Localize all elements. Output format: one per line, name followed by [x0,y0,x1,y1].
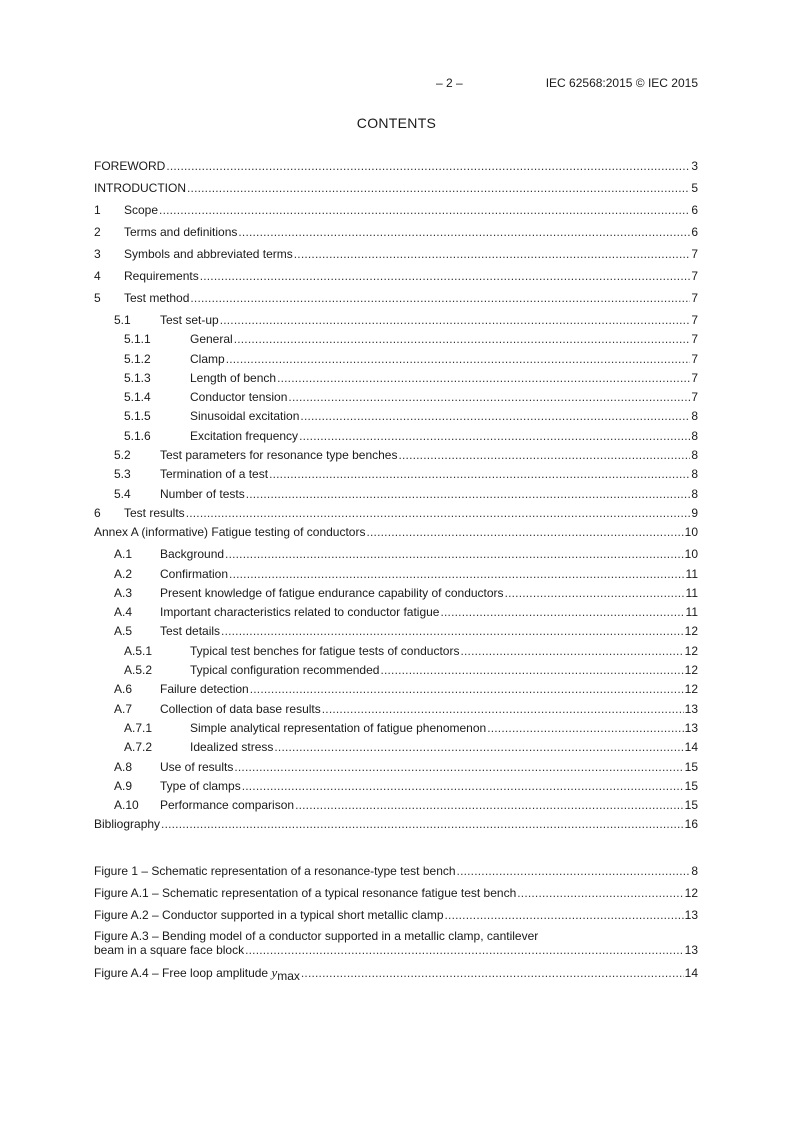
figure-entry-a2[interactable] [94,907,698,929]
toc-entry-title: Test method [124,291,190,305]
toc-entry-number: 2 [94,225,101,239]
dot-leader [460,643,683,659]
toc-entry-page: 12 [684,624,698,639]
dot-leader [234,759,683,775]
toc-entry-number: A.5.1 [124,643,153,658]
toc-entry-number: A.7.2 [124,740,153,755]
toc-entry-page: 12 [684,663,698,678]
list-of-figures [94,863,698,987]
toc-entry-number: 5.1.6 [124,428,151,443]
toc-entry-introduction[interactable] [94,180,698,202]
toc-entry-title: FOREWORD [94,159,166,173]
toc-entry-general[interactable] [94,331,698,350]
figure-entry-title-line1: Figure A.3 – Bending model of a conductor supported in a metallic clamp, cantilever [94,929,539,943]
dot-leader [301,965,684,981]
toc-entry-analytical-representation[interactable] [94,720,698,739]
toc-entry-title: INTRODUCTION [94,181,186,195]
toc-entry-number: 1 [94,203,101,217]
dot-leader [322,701,684,717]
toc-entry-typical-configuration[interactable] [94,662,698,681]
toc-entry-title: Present knowledge of fatigue endurance capability of conductors [160,585,504,600]
dot-leader [200,268,691,284]
toc-entry-number: 6 [94,505,101,520]
toc-entry-title: Failure detection [160,682,249,697]
dot-leader [245,943,684,957]
toc-entry-page: 8 [691,467,698,482]
dot-leader [225,546,684,562]
dot-leader [226,351,691,367]
toc-entry-page: 12 [684,682,698,697]
toc-entry-test-details[interactable] [94,623,698,642]
toc-entry-page: 13 [684,720,698,735]
toc-entry-page: 3 [691,159,698,173]
dot-leader [299,428,690,444]
dot-leader [517,885,683,901]
dot-leader [250,681,684,697]
figure-entry-title: Figure 1 – Schematic representation of a resonance-type test bench [94,864,456,878]
toc-entry-terms-definitions[interactable] [94,224,698,246]
toc-entry-number: A.4 [114,605,133,620]
toc-entry-test-method[interactable] [94,290,698,312]
figure-entry-page: 8 [691,864,698,878]
dot-leader [294,246,691,262]
toc-entry-annex-a[interactable] [94,524,698,546]
toc-entry-page: 7 [691,269,698,283]
toc-entry-title: Clamp [190,351,225,366]
figure-entry-title: Figure A.2 – Conductor supported in a typical short metallic clamp [94,908,444,922]
toc-entry-present-knowledge[interactable] [94,585,698,604]
toc-entry-length-of-bench[interactable] [94,370,698,389]
toc-entry-page: 7 [691,332,698,347]
table-of-contents [94,158,698,836]
toc-entry-number: A.7.1 [124,720,153,735]
toc-entry-page: 11 [685,605,698,620]
dot-leader [246,486,691,502]
figure-entry-page: 13 [684,943,698,957]
toc-entry-number: A.5 [114,624,133,639]
figure-entry-a3[interactable] [94,929,698,965]
toc-entry-idealized-stress[interactable] [94,739,698,758]
dot-leader [221,623,684,639]
toc-entry-title: Length of bench [190,370,277,385]
dot-leader [269,466,690,482]
toc-entry-page: 6 [691,203,698,217]
dot-leader [398,447,690,463]
toc-entry-title: Test parameters for resonance type benches [160,448,398,463]
toc-entry-page: 7 [691,247,698,261]
toc-entry-title: Number of tests [160,486,245,501]
dot-leader [440,604,684,620]
toc-entry-title: Collection of data base results [160,701,321,716]
figure-entry-page: 14 [684,966,698,980]
toc-entry-page: 10 [684,547,698,562]
dot-leader [161,816,684,832]
toc-entry-title: Use of results [160,759,234,774]
dot-leader [159,202,690,218]
toc-entry-collection-of-data[interactable] [94,701,698,720]
toc-entry-title: General [190,332,233,347]
toc-entry-confirmation[interactable] [94,566,698,585]
toc-entry-foreword[interactable] [94,158,698,180]
dot-leader [187,180,690,196]
toc-entry-number: 5.1.1 [124,332,151,347]
toc-entry-type-of-clamps[interactable] [94,778,698,797]
toc-entry-page: 9 [691,505,698,520]
page-number: – 2 – [436,76,463,90]
dot-leader [288,389,690,405]
toc-entry-number: A.6 [114,682,133,697]
toc-entry-page: 11 [685,585,698,600]
dot-leader [366,524,683,540]
y-symbol: y [271,965,278,980]
dot-leader [277,370,690,386]
toc-entry-number: A.3 [114,585,133,600]
dot-leader [238,224,690,240]
toc-entry-title: Bibliography [94,817,161,832]
toc-entry-title: Test set-up [160,313,219,327]
dot-leader [487,720,683,736]
toc-entry-number: 5.3 [114,467,131,482]
figure-entry-a1[interactable] [94,885,698,907]
toc-entry-number: 3 [94,247,101,261]
dot-leader [186,505,691,521]
dot-leader [242,778,684,794]
toc-entry-page: 15 [684,778,698,793]
copyright-notice: IEC 62568:2015 © IEC 2015 [545,76,698,90]
figure-entry-1[interactable] [94,863,698,885]
toc-entry-title: Conductor tension [190,390,288,405]
toc-entry-number: 5.1.5 [124,409,151,424]
toc-entry-number: 5.2 [114,448,131,463]
toc-entry-number: A.7 [114,701,133,716]
figure-entry-title: Figure A.4 – Free loop amplitude [94,966,272,980]
toc-entry-test-setup[interactable] [94,312,698,331]
toc-entry-title: Terms and definitions [124,225,238,239]
toc-entry-title: Performance comparison [160,798,295,813]
toc-entry-page: 8 [691,448,698,463]
toc-entry-page: 8 [691,486,698,501]
toc-entry-title: Test details [160,624,221,639]
dot-leader [220,312,691,328]
toc-entry-title: Termination of a test [160,467,269,482]
toc-entry-number: 4 [94,269,101,283]
toc-entry-page: 7 [691,351,698,366]
toc-entry-important-characteristics[interactable] [94,604,698,623]
page-header [94,76,698,94]
toc-entry-bibliography[interactable] [94,816,698,835]
dot-leader [445,907,684,923]
toc-entry-sinusoidal-excitation[interactable] [94,408,698,427]
dot-leader [505,585,685,601]
toc-entry-page: 10 [684,525,698,540]
toc-entry-title: Simple analytical representation of fatigue phenomenon [190,720,487,735]
toc-entry-scope[interactable] [94,202,698,224]
toc-entry-title: Type of clamps [160,778,241,793]
toc-entry-performance-comparison[interactable] [94,797,698,816]
toc-entry-title: Scope [124,203,159,217]
toc-entry-title: Idealized stress [190,740,274,755]
toc-entry-test-results[interactable] [94,505,698,524]
toc-entry-number: 5.1.4 [124,390,151,405]
toc-entry-title: Test results [124,505,185,520]
toc-entry-number: A.1 [114,547,133,562]
dot-leader [274,739,683,755]
toc-entry-title: Background [160,547,225,562]
toc-entry-title: Important characteristics related to conductor fatigue [160,605,440,620]
toc-entry-failure-detection[interactable] [94,681,698,700]
toc-entry-title: Excitation frequency [190,428,299,443]
toc-entry-conductor-tension[interactable] [94,389,698,408]
max-subscript: max [277,969,300,983]
toc-entry-page: 7 [691,291,698,305]
toc-entry-number: 5.4 [114,486,131,501]
toc-entry-page: 7 [691,313,698,327]
toc-entry-title: Sinusoidal excitation [190,409,300,424]
toc-entry-number: A.9 [114,778,133,793]
dot-leader [457,863,691,879]
toc-entry-title: Annex A (informative) Fatigue testing of conductors [94,525,366,540]
toc-entry-page: 7 [691,370,698,385]
toc-entry-number: A.2 [114,566,133,581]
toc-entry-page: 6 [691,225,698,239]
toc-entry-termination[interactable] [94,466,698,485]
toc-entry-clamp[interactable] [94,351,698,370]
toc-entry-title: Requirements [124,269,199,283]
dot-leader [300,408,690,424]
toc-entry-number: A.5.2 [124,663,153,678]
toc-entry-number: 5.1 [114,313,131,327]
toc-entry-title: Typical test benches for fatigue tests of conductors [190,643,460,658]
dot-leader [234,331,691,347]
toc-entry-symbols[interactable] [94,246,698,268]
figure-entry-a4[interactable] [94,965,698,987]
toc-entry-page: 14 [684,740,698,755]
dot-leader [190,290,690,306]
dot-leader [229,566,685,582]
toc-entry-excitation-frequency[interactable] [94,428,698,447]
toc-entry-page: 15 [684,798,698,813]
toc-entry-page: 12 [684,643,698,658]
toc-entry-page: 8 [691,409,698,424]
toc-entry-background[interactable] [94,546,698,565]
toc-entry-title: Typical configuration recommended [190,663,380,678]
dot-leader [295,797,684,813]
toc-entry-typical-test-benches[interactable] [94,643,698,662]
toc-entry-number: A.10 [114,798,139,813]
toc-entry-title: Symbols and abbreviated terms [124,247,293,261]
toc-entry-use-of-results[interactable] [94,759,698,778]
toc-entry-title: Confirmation [160,566,229,581]
figure-entry-page: 13 [684,908,698,922]
dot-leader [380,662,683,678]
toc-entry-test-parameters[interactable] [94,447,698,466]
toc-entry-number: A.8 [114,759,133,774]
contents-title: CONTENTS [356,115,437,131]
toc-entry-number: 5.1.3 [124,370,151,385]
toc-entry-page: 7 [691,390,698,405]
toc-entry-page: 16 [684,817,698,832]
toc-entry-page: 13 [684,701,698,716]
dot-leader [166,158,690,174]
toc-entry-page: 8 [691,428,698,443]
toc-entry-page: 5 [691,181,698,195]
figure-entry-title: Figure A.1 – Schematic representation of a typical resonance fatigue test bench [94,886,517,900]
toc-entry-number: 5.1.2 [124,351,151,366]
figure-entry-title-line2: beam in a square face block [94,943,245,957]
figure-entry-page: 12 [684,886,698,900]
toc-entry-number: 5 [94,291,101,305]
toc-entry-page: 15 [684,759,698,774]
toc-entry-requirements[interactable] [94,268,698,290]
toc-entry-page: 11 [685,566,698,581]
toc-entry-number-of-tests[interactable] [94,486,698,505]
